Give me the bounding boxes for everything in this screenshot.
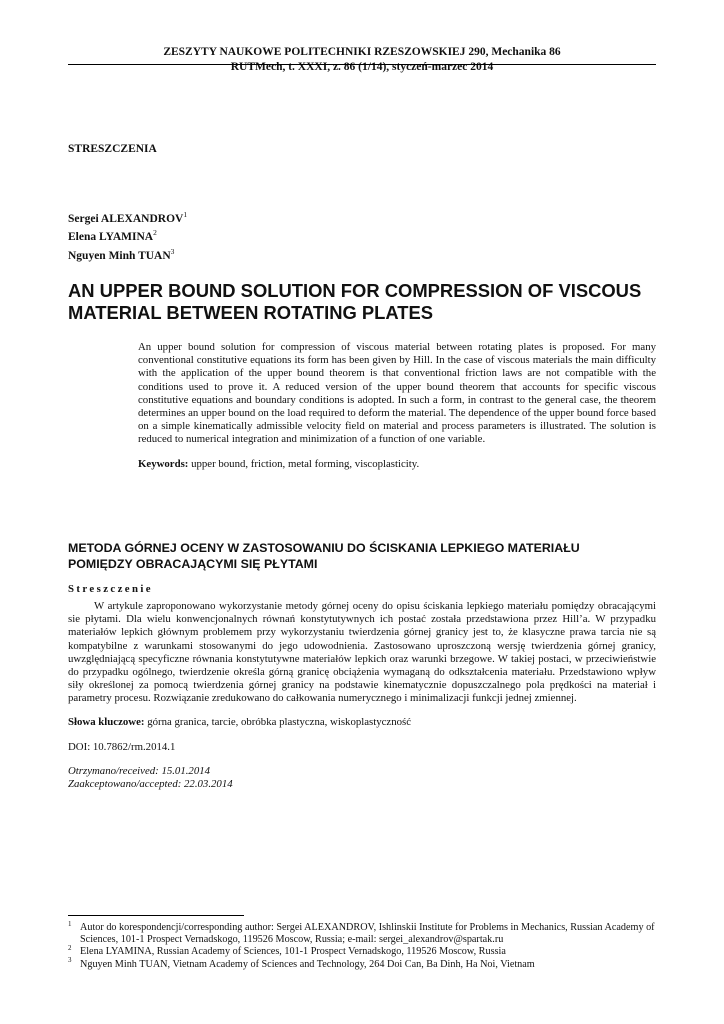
journal-header-line2: RUTMech, t. XXXI, z. 86 (1/14), styczeń-marzec 2014	[230, 61, 494, 73]
author: Sergei ALEXANDROV$^1$	[68, 210, 188, 225]
footnote: $^1$ Autor do korespondencji/corresponding author: Sergei ALEXANDROV, Ishlinskii Institute for Problems in Mechanics, Russian Academy of Sciences, 101-1 Prospect Vernadskogo, 119526 Moscow, Russia; e-mail: sergei_alexandrov@spartak.ru	[68, 919, 655, 946]
section-label: STRESZCZENIA	[68, 143, 157, 155]
authors-block	[68, 208, 187, 263]
footnotes	[68, 919, 668, 971]
polish-title: METODA GÓRNEJ OCENY W ZASTOSOWANIU DO ŚCISKANIA LEPKIEGO MATERIAŁU POMIĘDZY OBRACAJĄCYMI SIĘ PŁYTAMI	[68, 541, 580, 571]
streszczenie-text: W artykule zaproponowano wykorzystanie metody górnej oceny do opisu ściskania lepkiego materiału pomiędzy obracającymi sie płytami. Dla wielu konwencjonalnych równań konstytutywnych ich postać została przedstawiona przez Hill’a. W przypadku materiałów lepkich głównym problemem przy wykorzystaniu twierdzenia górnej granicy jest to, że klasyczne prawa tarcia nie są kompatybilne z warunkami stosowanymi do jego udowodnienia. Zastosowano uproszczoną wersję twierdzenia górnej granicy, uwzględniającą specyficzne równania konstytutywne materiałów lepkich oraz warunki brzegowe. W takiej postaci, w przeciwieństwie do przypadku ogólnego, twierdzenie określa górną granicę obciążenia wymaganą do odkształcenia materiału. Przedstawiono wpływ siły określonej za pomocą twierdzenia górnej granicy na podstawie kinematycznie dopuszczalnego pola prędkości na materiał i parametry procesu. Rozwiązanie zredukowano do całkowania numerycznego i minimalizacji funkcji jednej zmiennej.	[68, 600, 656, 705]
journal-header-line1: ZESZYTY NAUKOWE POLITECHNIKI RZESZOWSKIEJ 290, Mechanika 86	[163, 46, 561, 58]
footnote: $^3$ Nguyen Minh TUAN, Vietnam Academy of Sciences and Technology, 264 Doi Can, Ba Dinh, Ha Noi, Vietnam	[68, 956, 535, 970]
author: Elena LYAMINA$^2$	[68, 228, 157, 244]
slowa-kluczowe-label: Słowa kluczowe:	[68, 716, 145, 728]
slowa-kluczowe	[68, 716, 656, 728]
author-affiliation-mark: 1	[183, 210, 188, 219]
header-rule	[68, 64, 656, 65]
keywords	[138, 458, 656, 470]
dates	[68, 765, 233, 791]
doi: DOI: 10.7862/rm.2014.1	[68, 741, 176, 753]
abstract: An upper bound solution for compression of viscous material between rotating plates is proposed. For many conventional constitutive equations its form has been given by Hill. In the case of viscous materials the main difficulty with the application of the upper bound theorem is that conventional friction laws are not compatible with the conditions used to prove it. A reduced version of the upper bound theorem that accounts for specific viscous constitutive equations and boundary conditions is adopted. In such a form, in contrast to the general case, the theorem determines an upper bound on the load required to deform the material. The dependence of the upper bound force based on a simple kinematically admissible velocity field on material and process parameters is illustrated. The solution is reduced to numerical integration and minimization of a function of one variable.	[138, 341, 656, 446]
received-date: Otrzymano/received: 15.01.2014	[68, 765, 211, 777]
author-affiliation-mark: 3	[170, 246, 175, 256]
streszczenie-label: Streszczenie	[68, 583, 153, 595]
author: Nguyen Minh TUAN$^3$	[68, 246, 175, 262]
journal-header	[68, 45, 656, 75]
slowa-kluczowe-text: górna granica, tarcie, obróbka plastyczna, wiskoplastyczność	[147, 716, 412, 728]
keywords-label: Keywords:	[138, 458, 189, 470]
footnote-rule	[68, 915, 244, 916]
paper-title: AN UPPER BOUND SOLUTION FOR COMPRESSION OF VISCOUS MATERIAL BETWEEN ROTATING PLATES	[68, 280, 642, 323]
keywords-text: upper bound, friction, metal forming, viscoplasticity.	[191, 458, 420, 470]
author-affiliation-mark: 2	[153, 228, 157, 238]
footnote: $^2$ Elena LYAMINA, Russian Academy of Sciences, 101-1 Prospect Vernadskogo, 119526 Moscow, Russia	[68, 944, 506, 958]
accepted-date: Zaakceptowano/accepted: 22.03.2014	[68, 778, 233, 790]
